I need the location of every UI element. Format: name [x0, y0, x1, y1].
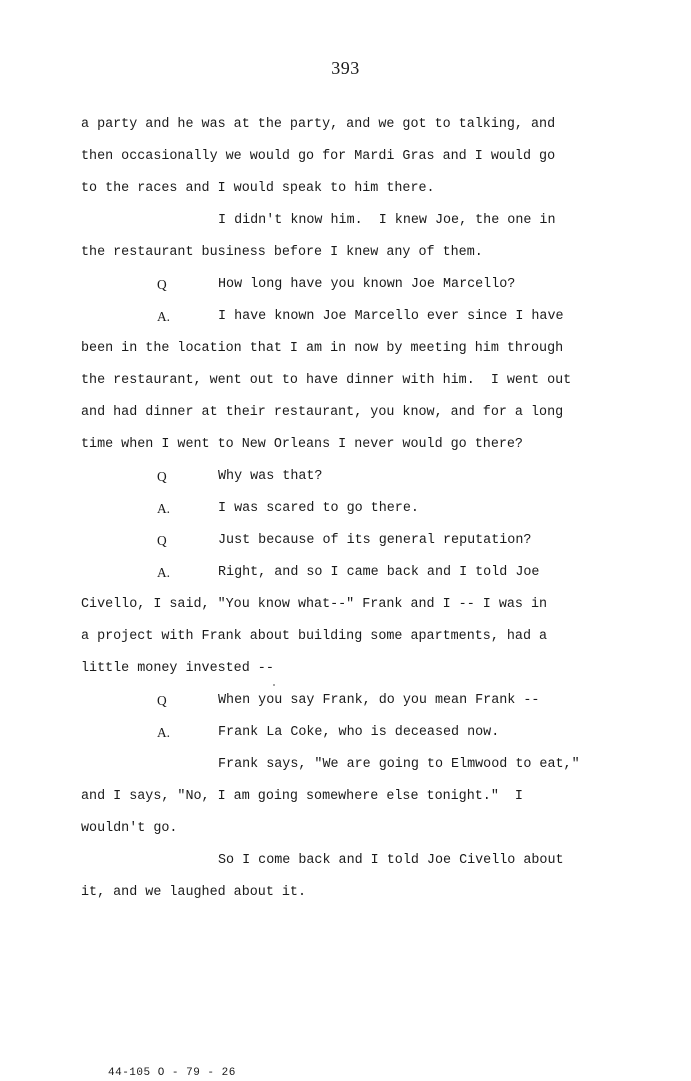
text-line: I have known Joe Marcello ever since I have: [218, 309, 564, 324]
text-line: time when I went to New Orleans I never would go there?: [81, 437, 523, 452]
text-line: a party and he was at the party, and we got to talking, and: [81, 117, 556, 132]
text-line: Frank says, "We are going to Elmwood to eat,": [218, 757, 580, 772]
page-number: 393: [331, 58, 360, 78]
text-line: to the races and I would speak to him there.: [81, 181, 435, 196]
question-label: Q: [157, 693, 167, 708]
question-label: Q: [157, 277, 167, 292]
text-line: Civello, I said, "You know what--" Frank and I -- I was in: [81, 597, 548, 612]
text-line: wouldn't go.: [81, 821, 178, 836]
text-line: little money invested --: [81, 661, 274, 676]
text-line: it, and we laughed about it.: [81, 885, 306, 900]
answer-label: A.: [157, 725, 171, 740]
answer-label: A.: [157, 565, 171, 580]
text-line: So I come back and I told Joe Civello about: [218, 853, 564, 868]
text-line: the restaurant, went out to have dinner with him. I went out: [81, 373, 572, 388]
text-line: and I says, "No, I am going somewhere else tonight." I: [81, 789, 523, 804]
text-line: I didn't know him. I knew Joe, the one in: [218, 213, 556, 228]
text-line: How long have you known Joe Marcello?: [218, 277, 516, 292]
text-line: and had dinner at their restaurant, you know, and for a long: [81, 405, 564, 420]
text-line: Just because of its general reputation?: [218, 533, 532, 548]
question-label: Q: [157, 469, 167, 484]
text-line: been in the location that I am in now by meeting him through: [81, 341, 564, 356]
text-line: the restaurant business before I knew any of them.: [81, 245, 483, 260]
text-line: When you say Frank, do you mean Frank --: [218, 693, 540, 708]
answer-label: A.: [157, 309, 171, 324]
text-line: Right, and so I came back and I told Joe: [218, 565, 540, 580]
scan-speck: [273, 684, 275, 686]
text-line: Why was that?: [218, 469, 323, 484]
answer-label: A.: [157, 501, 171, 516]
text-line: a project with Frank about building some apartments, had a: [81, 629, 548, 644]
text-line: I was scared to go there.: [218, 501, 419, 516]
footer-print-code: 44-105 O - 79 - 26: [108, 1067, 236, 1079]
text-line: then occasionally we would go for Mardi Gras and I would go: [81, 149, 556, 164]
text-line: Frank La Coke, who is deceased now.: [218, 725, 500, 740]
question-label: Q: [157, 533, 167, 548]
